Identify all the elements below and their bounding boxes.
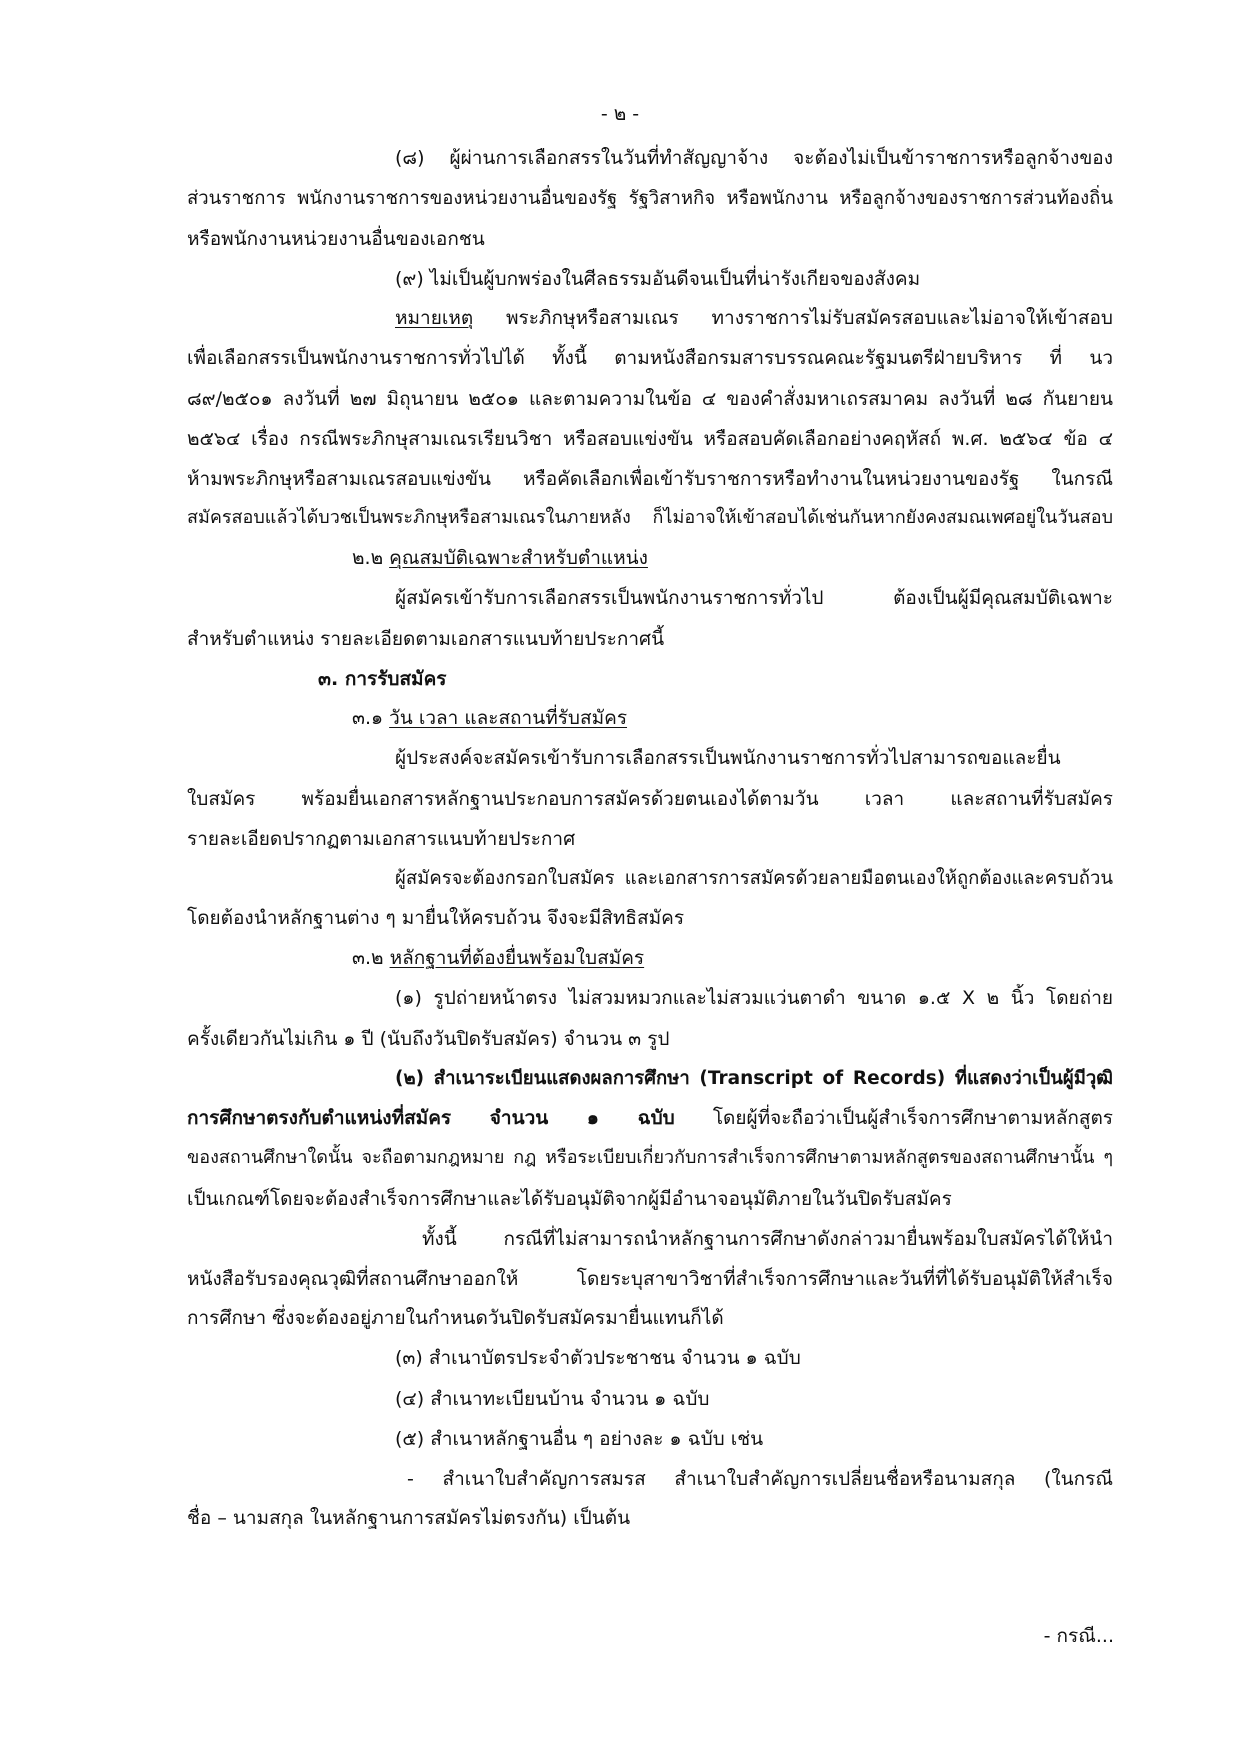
section-2-2-title: คุณสมบัติเฉพาะสำหรับตำแหน่ง (389, 547, 648, 569)
document-item-2-line-7: การศึกษา ซึ่งจะต้องอยู่ภายในกำหนดวันปิดรับสมัครมายื่นแทนก็ได้ (187, 1307, 724, 1329)
qualification-8-line-2: ส่วนราชการ พนักงานราชการของหน่วยงานอื่นของรัฐ รัฐวิสาหกิจ หรือพนักงาน หรือลูกจ้างของราชการส่วนท้องถิ่น (187, 188, 1113, 209)
document-item-2-line-2 (187, 1105, 1113, 1131)
document-item-2-line-6: หนังสือรับรองคุณวุฒิที่สถานศึกษาออกให้ โดยระบุสาขาวิชาที่สำเร็จการศึกษาและวันที่ที่ได้รับอนุมัติให้สำเร็จ (187, 1268, 1113, 1290)
note-line-3: ๘๙/๒๕๐๑ ลงวันที่ ๒๗ มิถุนายน ๒๕๐๑ และตามความในข้อ ๔ ของคำสั่งมหาเถรสมาคม ลงวันที่ ๒๘ กันยายน (187, 388, 1113, 410)
document-item-5-sub-line-1: - สำเนาใบสำคัญการสมรส สำเนาใบสำคัญการเปลี่ยนชื่อหรือนามสกุล (ในกรณี (407, 1468, 1113, 1490)
note-line-1 (187, 305, 1113, 331)
document-item-5-sub-line-2: ชื่อ – นามสกุล ในหลักฐานการสมัครไม่ตรงกัน) เป็นต้น (187, 1507, 631, 1529)
document-item-3: (๓) สำเนาบัตรประจำตัวประชาชน จำนวน ๑ ฉบับ (395, 1347, 801, 1369)
section-2-2-heading (352, 545, 648, 571)
section-2-2-line-1: ผู้สมัครเข้ารับการเลือกสรรเป็นพนักงานราชการทั่วไป ต้องเป็นผู้มีคุณสมบัติเฉพาะ (395, 587, 1113, 609)
page-continuation: - กรณี... (1043, 1625, 1114, 1647)
document-item-2-line-4: เป็นเกณฑ์โดยจะต้องสำเร็จการศึกษาและได้รับอนุมัติจากผู้มีอำนาจอนุมัติภายในวันปิดรับสมัคร (187, 1188, 952, 1210)
document-item-5: (๕) สำเนาหลักฐานอื่น ๆ อย่างละ ๑ ฉบับ เช่น (395, 1428, 764, 1450)
qualification-8-line-3: หรือพนักงานหน่วยงานอื่นของเอกชน (187, 228, 485, 250)
qualification-8-line-1: (๘) ผู้ผ่านการเลือกสรรในวันที่ทำสัญญาจ้าง จะต้องไม่เป็นข้าราชการหรือลูกจ้างของ (395, 147, 1113, 169)
document-item-2-line-5: ทั้งนี้ กรณีที่ไม่สามารถนำหลักฐานการศึกษาดังกล่าวมายื่นพร้อมใบสมัครได้ให้นำ (422, 1228, 1113, 1250)
section-3-1-line-3: รายละเอียดปรากฏตามเอกสารแนบท้ายประกาศ (187, 828, 576, 850)
document-item-2-line-2-bold: การศึกษาตรงกับตำแหน่งที่สมัคร จำนวน ๑ ฉบับ (187, 1107, 675, 1129)
section-3-2-heading (352, 945, 644, 971)
document-item-2-line-2-text: โดยผู้ที่จะถือว่าเป็นผู้สำเร็จการศึกษาตามหลักสูตร (674, 1107, 1113, 1129)
note-line-1-text: พระภิกษุหรือสามเณร ทางราชการไม่รับสมัครสอบและไม่อาจให้เข้าสอบ (473, 307, 1113, 329)
section-2-2-line-2: สำหรับตำแหน่ง รายละเอียดตามเอกสารแนบท้ายประกาศนี้ (187, 628, 665, 650)
section-3-1-line-2: ใบสมัคร พร้อมยื่นเอกสารหลักฐานประกอบการสมัครด้วยตนเองได้ตามวัน เวลา และสถานที่รับสมัคร (187, 788, 1113, 810)
section-3-title: ๓. การรับสมัคร (318, 668, 447, 690)
section-3-1-heading (352, 705, 627, 731)
document-item-1-line-1: (๑) รูปถ่ายหน้าตรง ไม่สวมหมวกและไม่สวมแว่นตาดำ ขนาด ๑.๕ X ๒ นิ้ว โดยถ่าย (395, 987, 1113, 1009)
document-item-1-line-2: ครั้งเดียวกันไม่เกิน ๑ ปี (นับถึงวันปิดรับสมัคร) จำนวน ๓ รูป (187, 1028, 670, 1050)
section-3-2-title: หลักฐานที่ต้องยื่นพร้อมใบสมัคร (389, 947, 645, 969)
page-number: - ๒ - (600, 103, 640, 125)
document-item-2-line-1: (๒) สำเนาระเบียนแสดงผลการศึกษา (Transcript of Records) ที่แสดงว่าเป็นผู้มีวุฒิ (395, 1068, 1113, 1089)
note-line-6: สมัครสอบแล้วได้บวชเป็นพระภิกษุหรือสามเณรในภายหลัง ก็ไม่อาจให้เข้าสอบได้เช่นกันหากยังคงสมณเพศอยู่ในวันสอบ (187, 507, 1113, 528)
section-3-1-title: วัน เวลา และสถานที่รับสมัคร (389, 707, 628, 729)
section-2-2-number: ๒.๒ (352, 547, 390, 569)
section-3-1-line-5: โดยต้องนำหลักฐานต่าง ๆ มายื่นให้ครบถ้วน จึงจะมีสิทธิสมัคร (187, 907, 685, 929)
qualification-9: (๙) ไม่เป็นผู้บกพร่องในศีลธรรมอันดีจนเป็นที่น่ารังเกียจของสังคม (395, 268, 921, 290)
section-3-1-line-1: ผู้ประสงค์จะสมัครเข้ารับการเลือกสรรเป็นพนักงานราชการทั่วไปสามารถขอและยื่น (395, 747, 1061, 769)
note-line-4: ๒๕๖๔ เรื่อง กรณีพระภิกษุสามเณรเรียนวิชา หรือสอบแข่งขัน หรือสอบคัดเลือกอย่างคฤหัสถ์ พ.ศ. ๒๕๖๔ ข้อ ๔ (187, 428, 1113, 450)
section-3-1-number: ๓.๑ (352, 707, 390, 729)
document-item-4: (๔) สำเนาทะเบียนบ้าน จำนวน ๑ ฉบับ (395, 1388, 710, 1410)
document-item-2-line-3: ของสถานศึกษาใดนั้น จะถือตามกฎหมาย กฎ หรือระเบียบเกี่ยวกับการสำเร็จการศึกษาตามหลักสูตรของสถานศึกษานั้น ๆ (187, 1147, 1113, 1168)
note-label: หมายเหตุ (395, 307, 474, 329)
section-3-2-number: ๓.๒ (352, 947, 390, 969)
note-line-5: ห้ามพระภิกษุหรือสามเณรสอบแข่งขัน หรือคัดเลือกเพื่อเข้ารับราชการหรือทำงานในหน่วยงานของรัฐ ในกรณี (187, 468, 1113, 490)
note-line-2: เพื่อเลือกสรรเป็นพนักงานราชการทั่วไปได้ ทั้งนี้ ตามหนังสือกรมสารบรรณคณะรัฐมนตรีฝ่ายบริหาร ที่ นว (187, 347, 1113, 369)
section-3-1-line-4: ผู้สมัครจะต้องกรอกใบสมัคร และเอกสารการสมัครด้วยลายมือตนเองให้ถูกต้องและครบถ้วน (395, 868, 1113, 889)
